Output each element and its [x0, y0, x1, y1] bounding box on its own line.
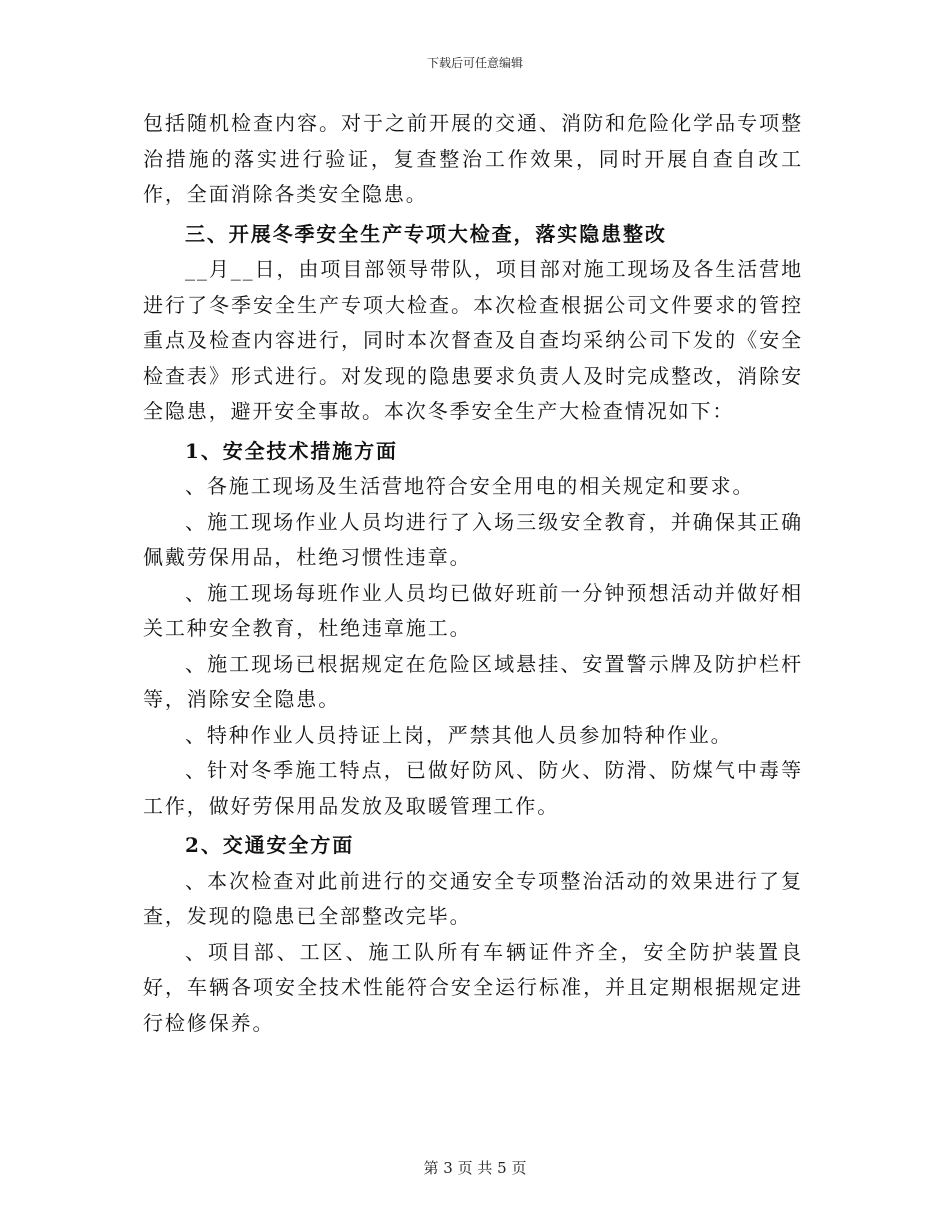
paragraph-inspection-intro: __月__日，由项目部领导带队，项目部对施工现场及各生活营地进行了冬季安全生产专项大检查。本次检查根据公司文件要求的管控重点及检查内容进行，同时本次督查及自查均采纳公司下发的《安全检查表》形式进行。对发现的隐患要求负责人及时完成整改，消除安全隐患，避开安全事故。本次冬季安全生产大检查情况如下： — [143, 257, 803, 423]
paragraph-continuation: 包括随机检查内容。对于之前开展的交通、消防和危险化学品专项整治措施的落实进行验证，复查整治工作效果，同时开展自查自改工作，全面消除各类安全隐患。 — [143, 111, 803, 206]
list-item: 、施工现场作业人员均进行了入场三级安全教育，并确保其正确佩戴劳保用品，杜绝习惯性违章。 — [143, 509, 803, 569]
list-item: 、项目部、工区、施工队所有车辆证件齐全，安全防护装置良好，车辆各项安全技术性能符合安全运行标准，并且定期根据规定进行检修保养。 — [143, 939, 803, 1035]
page-header: 下载后可任意编辑 — [426, 56, 523, 70]
page-footer: 第 3 页 共 5 页 — [423, 1159, 527, 1177]
list-item: 、施工现场已根据规定在危险区域悬挂、安置警示牌及防护栏杆等，消除安全隐患。 — [143, 651, 803, 711]
subheading-safety-tech: 1、安全技术措施方面 — [185, 438, 398, 463]
section-heading-3: 三、开展冬季安全生产专项大检查，落实隐患整改 — [185, 221, 667, 246]
document-body — [143, 106, 803, 1041]
list-item: 、施工现场每班作业人员均已做好班前一分钟预想活动并做好相关工种安全教育，杜绝违章施工。 — [143, 580, 803, 640]
list-item: 、各施工现场及生活营地符合安全用电的相关规定和要求。 — [185, 474, 755, 498]
list-item: 、本次检查对此前进行的交通安全专项整治活动的效果进行了复查，发现的隐患已全部整改完毕。 — [143, 868, 803, 928]
list-item: 、特种作业人员持证上岗，严禁其他人员参加特种作业。 — [185, 722, 733, 747]
list-item: 、针对冬季施工特点，已做好防风、防火、防滑、防煤气中毒等工作，做好劳保用品发放及取暖管理工作。 — [143, 758, 803, 818]
subheading-traffic-safety: 2、交通安全方面 — [185, 833, 355, 857]
